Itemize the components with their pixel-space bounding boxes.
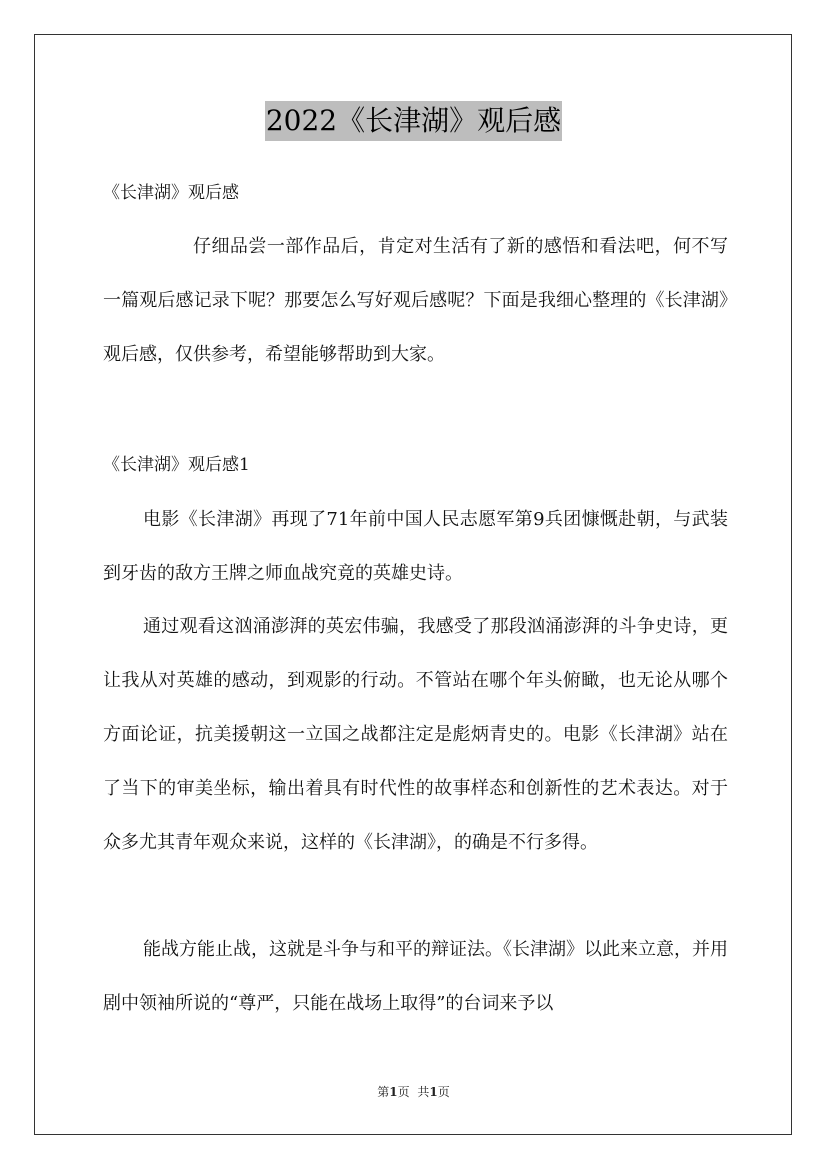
- body-paragraph-1: 电影《长津湖》再现了71年前中国人民志愿军第9兵团慷慨赴朝，与武装到牙齿的敌方王牌之师血战究竟的英雄史诗。: [103, 509, 728, 584]
- body-paragraph-3: 能战方能止战，这就是斗争与和平的辩证法。《长津湖》以此来立意，并用剧中领袖所说的“尊严，只能在战场上取得”的台词来予以: [103, 939, 728, 1014]
- section-heading: 《长津湖》观后感1: [103, 455, 250, 475]
- document-subtitle: 《长津湖》观后感: [103, 183, 239, 203]
- page-suffix: 页: [397, 1085, 410, 1099]
- page-prefix: 第: [377, 1085, 390, 1099]
- page-footer: [0, 1082, 827, 1102]
- title-container: [0, 101, 827, 141]
- body-paragraph-2: 通过观看这汹涌澎湃的英宏伟骗，我感受了那段汹涌澎湃的斗争史诗，更让我从对英雄的感动，到观影的行动。不管站在哪个年头俯瞰，也无论从哪个方面论证，抗美援朝这一立国之战都注定是彪炳青史的。电影《长津湖》站在了当下的审美坐标，输出着具有时代性的故事样态和创新性的艺术表达。对于众多尤其青年观众来说，这样的《长津湖》，的确是不行多得。: [103, 616, 728, 853]
- total-prefix: 共: [417, 1085, 430, 1099]
- total-pages: 1: [429, 1085, 438, 1099]
- page-number: 1: [389, 1085, 398, 1099]
- document-title: 2022《长津湖》观后感: [265, 101, 562, 141]
- intro-paragraph: 仔细品尝一部作品后，肯定对生活有了新的感悟和看法吧，何不写一篇观后感记录下呢？那要怎么写好观后感呢？下面是我细心整理的《长津湖》观后感，仅供参考，希望能够帮助到大家。: [103, 236, 728, 365]
- total-suffix: 页: [437, 1085, 450, 1099]
